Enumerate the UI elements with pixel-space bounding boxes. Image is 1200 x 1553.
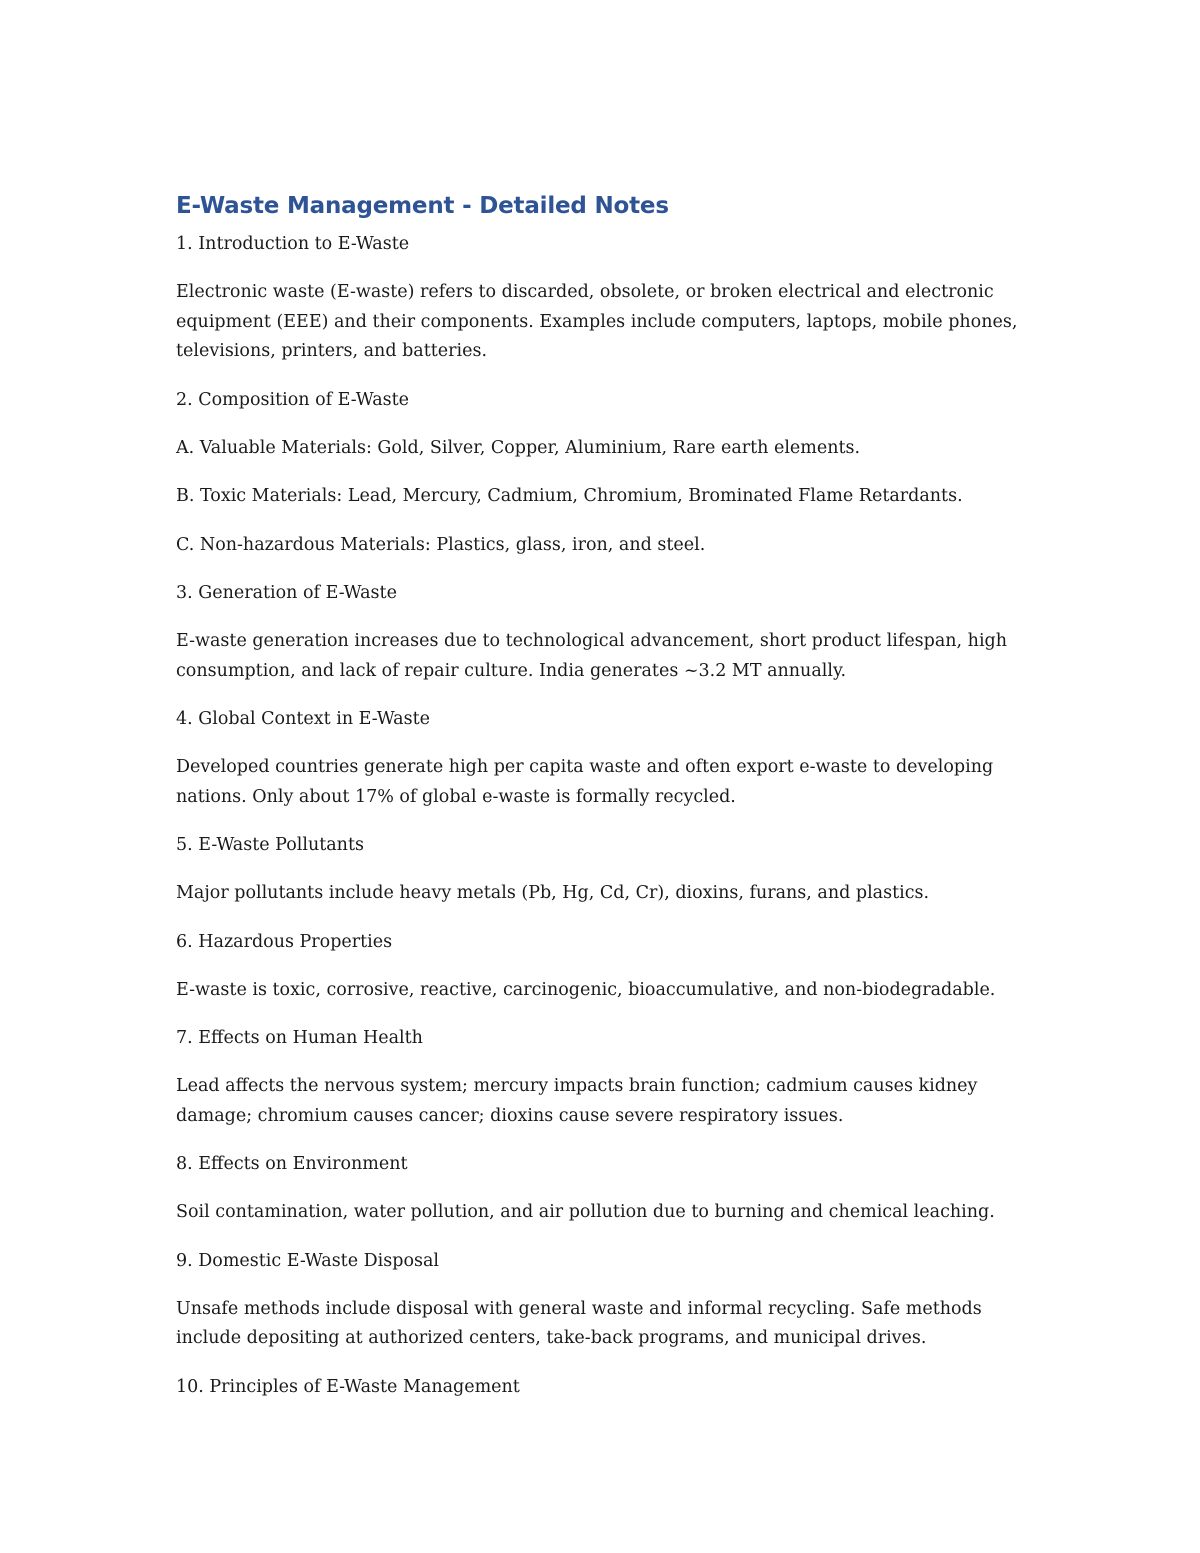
section-paragraph: Major pollutants include heavy metals (Pb, Hg, Cd, Cr), dioxins, furans, and plastics. — [176, 883, 930, 903]
section-heading: 3. Generation of E-Waste — [176, 583, 397, 603]
section-paragraph: B. Toxic Materials: Lead, Mercury, Cadmium, Chromium, Brominated Flame Retardants. — [176, 486, 963, 506]
section-paragraph: Soil contamination, water pollution, and air pollution due to burning and chemical leaching. — [176, 1202, 995, 1222]
document-title: E-Waste Management - Detailed Notes — [176, 193, 669, 219]
document-body — [176, 190, 1026, 1421]
section-paragraph: Lead affects the nervous system; mercury impacts brain function; cadmium causes kidney damage; chromium causes cancer; dioxins cause severe respiratory issues. — [176, 1076, 978, 1126]
section-paragraph: A. Valuable Materials: Gold, Silver, Copper, Aluminium, Rare earth elements. — [176, 437, 861, 458]
section-heading: 1. Introduction to E-Waste — [176, 234, 410, 254]
section-paragraph: Electronic waste (E-waste) refers to discarded, obsolete, or broken electrical and electronic equipment (EEE) and their components. Examples include computers, laptops, mobile phones, televisions, printers, and batteries. — [176, 282, 1018, 361]
section-heading: 7. Effects on Human Health — [176, 1028, 423, 1048]
section-heading: 5. E-Waste Pollutants — [176, 835, 364, 855]
section-paragraph: Unsafe methods include disposal with general waste and informal recycling. Safe methods include depositing at authorized centers, take-back programs, and municipal drives. — [176, 1298, 982, 1348]
section-paragraph: Developed countries generate high per capita waste and often export e-waste to developing nations. Only about 17% of global e-waste is formally recycled. — [176, 757, 994, 807]
section-heading: 8. Effects on Environment — [176, 1154, 408, 1174]
section-paragraph: E-waste is toxic, corrosive, reactive, carcinogenic, bioaccumulative, and non-biodegradable. — [176, 979, 996, 1000]
section-paragraph: C. Non-hazardous Materials: Plastics, glass, iron, and steel. — [176, 534, 706, 555]
section-paragraph: E-waste generation increases due to technological advancement, short product lifespan, high consumption, and lack of repair culture. India generates ~3.2 MT annually. — [176, 631, 1008, 681]
section-heading: 4. Global Context in E-Waste — [176, 709, 430, 729]
section-heading: 9. Domestic E-Waste Disposal — [176, 1250, 439, 1271]
section-heading: 6. Hazardous Properties — [176, 931, 393, 952]
section-heading: 10. Principles of E-Waste Management — [176, 1376, 520, 1397]
section-heading: 2. Composition of E-Waste — [176, 389, 409, 410]
